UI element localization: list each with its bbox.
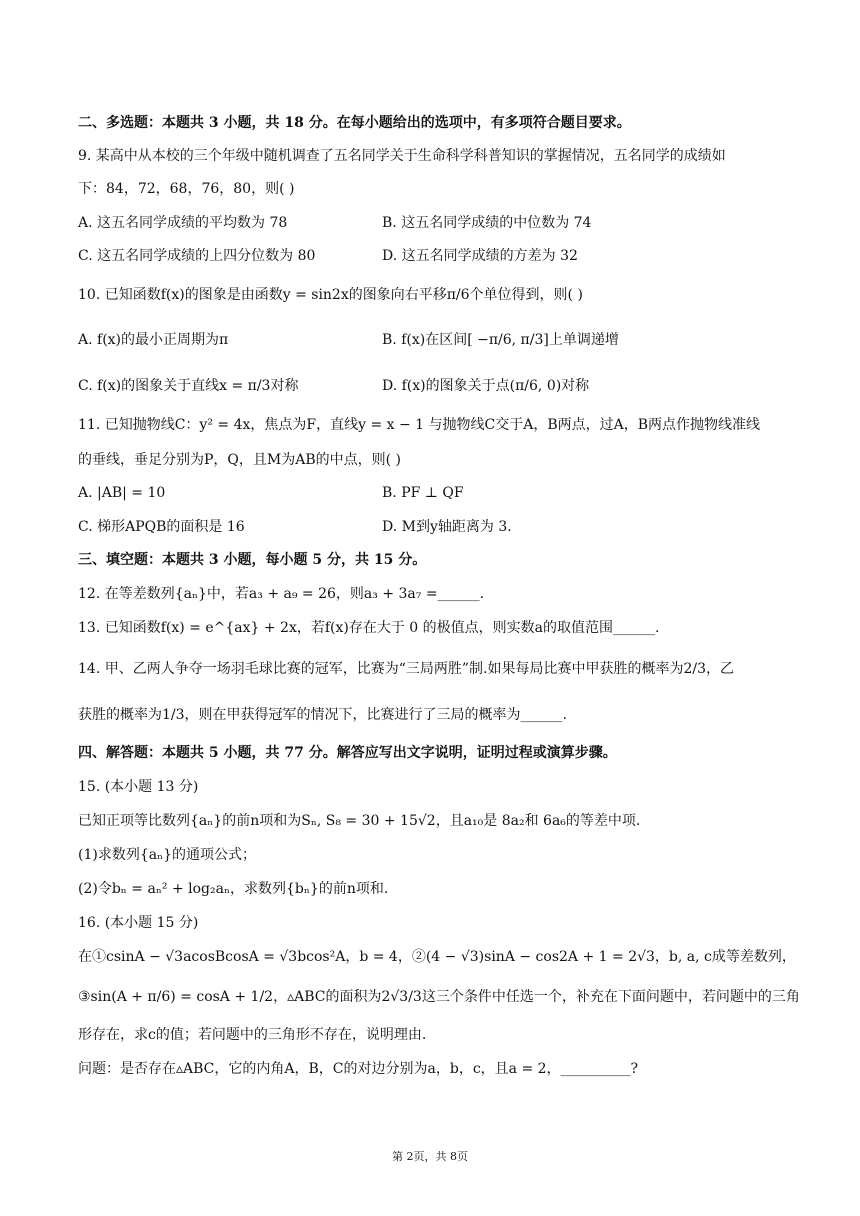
q15-part1: (1)求数列{aₙ}的通项公式； [78, 847, 257, 863]
q16-title: 16. (本小题 15 分) [78, 915, 199, 931]
q10-stem: 10. 已知函数f(x)的图象是由函数y = sin2x的图象向右平移π/6个单位得到，则( ) [78, 287, 583, 303]
q15-stem: 已知正项等比数列{aₙ}的前n项和为Sₙ, S₈ = 30 + 15√2，且a₁₀是 8a₂和 6a₆的等差中项. [78, 813, 641, 829]
q13: 13. 已知函数f(x) = e^{ax} + 2x，若f(x)存在大于 0 的极值点，则实数a的取值范围______. [78, 620, 660, 636]
q11-option-a: A. |AB| = 10 [78, 485, 166, 501]
q9-stem-line1: 9. 某高中从本校的三个年级中随机调查了五名同学关于生命科学科普知识的掌握情况，五名同学的成绩如 [78, 148, 726, 164]
q10-option-c: C. f(x)的图象关于直线x = π/3对称 [78, 378, 299, 394]
q16-line3: 形存在，求c的值；若问题中的三角形不存在，说明理由. [78, 1027, 427, 1043]
section-heading-free-response: 四、解答题：本题共 5 小题，共 77 分。解答应写出文字说明，证明过程或演算步骤。 [78, 745, 617, 761]
q10-option-d: D. f(x)的图象关于点(π/6, 0)对称 [382, 378, 590, 394]
q9-option-c: C. 这五名同学成绩的上四分位数为 80 [78, 248, 316, 264]
q12: 12. 在等差数列{aₙ}中，若a₃ + a₉ = 26，则a₃ + 3a₇ =______. [78, 586, 485, 602]
section-heading-multiple-choice: 二、多选题：本题共 3 小题，共 18 分。在每小题给出的选项中，有多项符合题目要求。 [78, 115, 631, 131]
q11-option-d: D. M到y轴距离为 3. [382, 519, 512, 535]
q16-line2: ③sin(A + π/6) = cosA + 1/2，▵ABC的面积为2√3/3这三个条件中任选一个，补充在下面问题中，若问题中的三角 [78, 989, 800, 1005]
q11-stem-line2: 的垂线，垂足分别为P，Q，且M为AB的中点，则( ) [78, 452, 402, 468]
q9-stem-line2: 下：84，72，68，76，80，则( ) [78, 181, 295, 197]
page-footer: 第 2页，共 8页 [392, 1150, 468, 1163]
q16-line4: 问题：是否存在▵ABC，它的内角A，B，C的对边分别为a，b，c，且a = 2，__________? [78, 1061, 639, 1077]
q9-option-b: B. 这五名同学成绩的中位数为 74 [382, 215, 592, 231]
q14-line2: 获胜的概率为1/3，则在甲获得冠军的情况下，比赛进行了三局的概率为______. [78, 707, 567, 723]
q9-option-d: D. 这五名同学成绩的方差为 32 [382, 248, 578, 264]
q11-stem-line1: 11. 已知抛物线C：y² = 4x，焦点为F，直线y = x − 1 与抛物线C交于A，B两点，过A，B两点作抛物线准线 [78, 417, 761, 433]
q15-part2: (2)令bₙ = aₙ² + log₂aₙ，求数列{bₙ}的前n项和. [78, 881, 389, 897]
q10-option-a: A. f(x)的最小正周期为π [78, 332, 229, 348]
section-heading-fill-in: 三、填空题：本题共 3 小题，每小题 5 分，共 15 分。 [78, 552, 427, 568]
q15-title: 15. (本小题 13 分) [78, 779, 199, 795]
q11-option-c: C. 梯形APQB的面积是 16 [78, 519, 245, 535]
q10-option-b: B. f(x)在区间[ −π/6, π/3]上单调递增 [382, 332, 619, 348]
q9-option-a: A. 这五名同学成绩的平均数为 78 [78, 215, 288, 231]
q14-line1: 14. 甲、乙两人争夺一场羽毛球比赛的冠军，比赛为“三局两胜”制.如果每局比赛中甲获胜的概率为2/3，乙 [78, 661, 735, 677]
q16-line1: 在①csinA − √3acosBcosA = √3bcos²A，b = 4，②(4 − √3)sinA − cos2A + 1 = 2√3，b, a, c成等差数列， [78, 949, 796, 965]
q11-option-b: B. PF ⊥ QF [382, 485, 464, 501]
